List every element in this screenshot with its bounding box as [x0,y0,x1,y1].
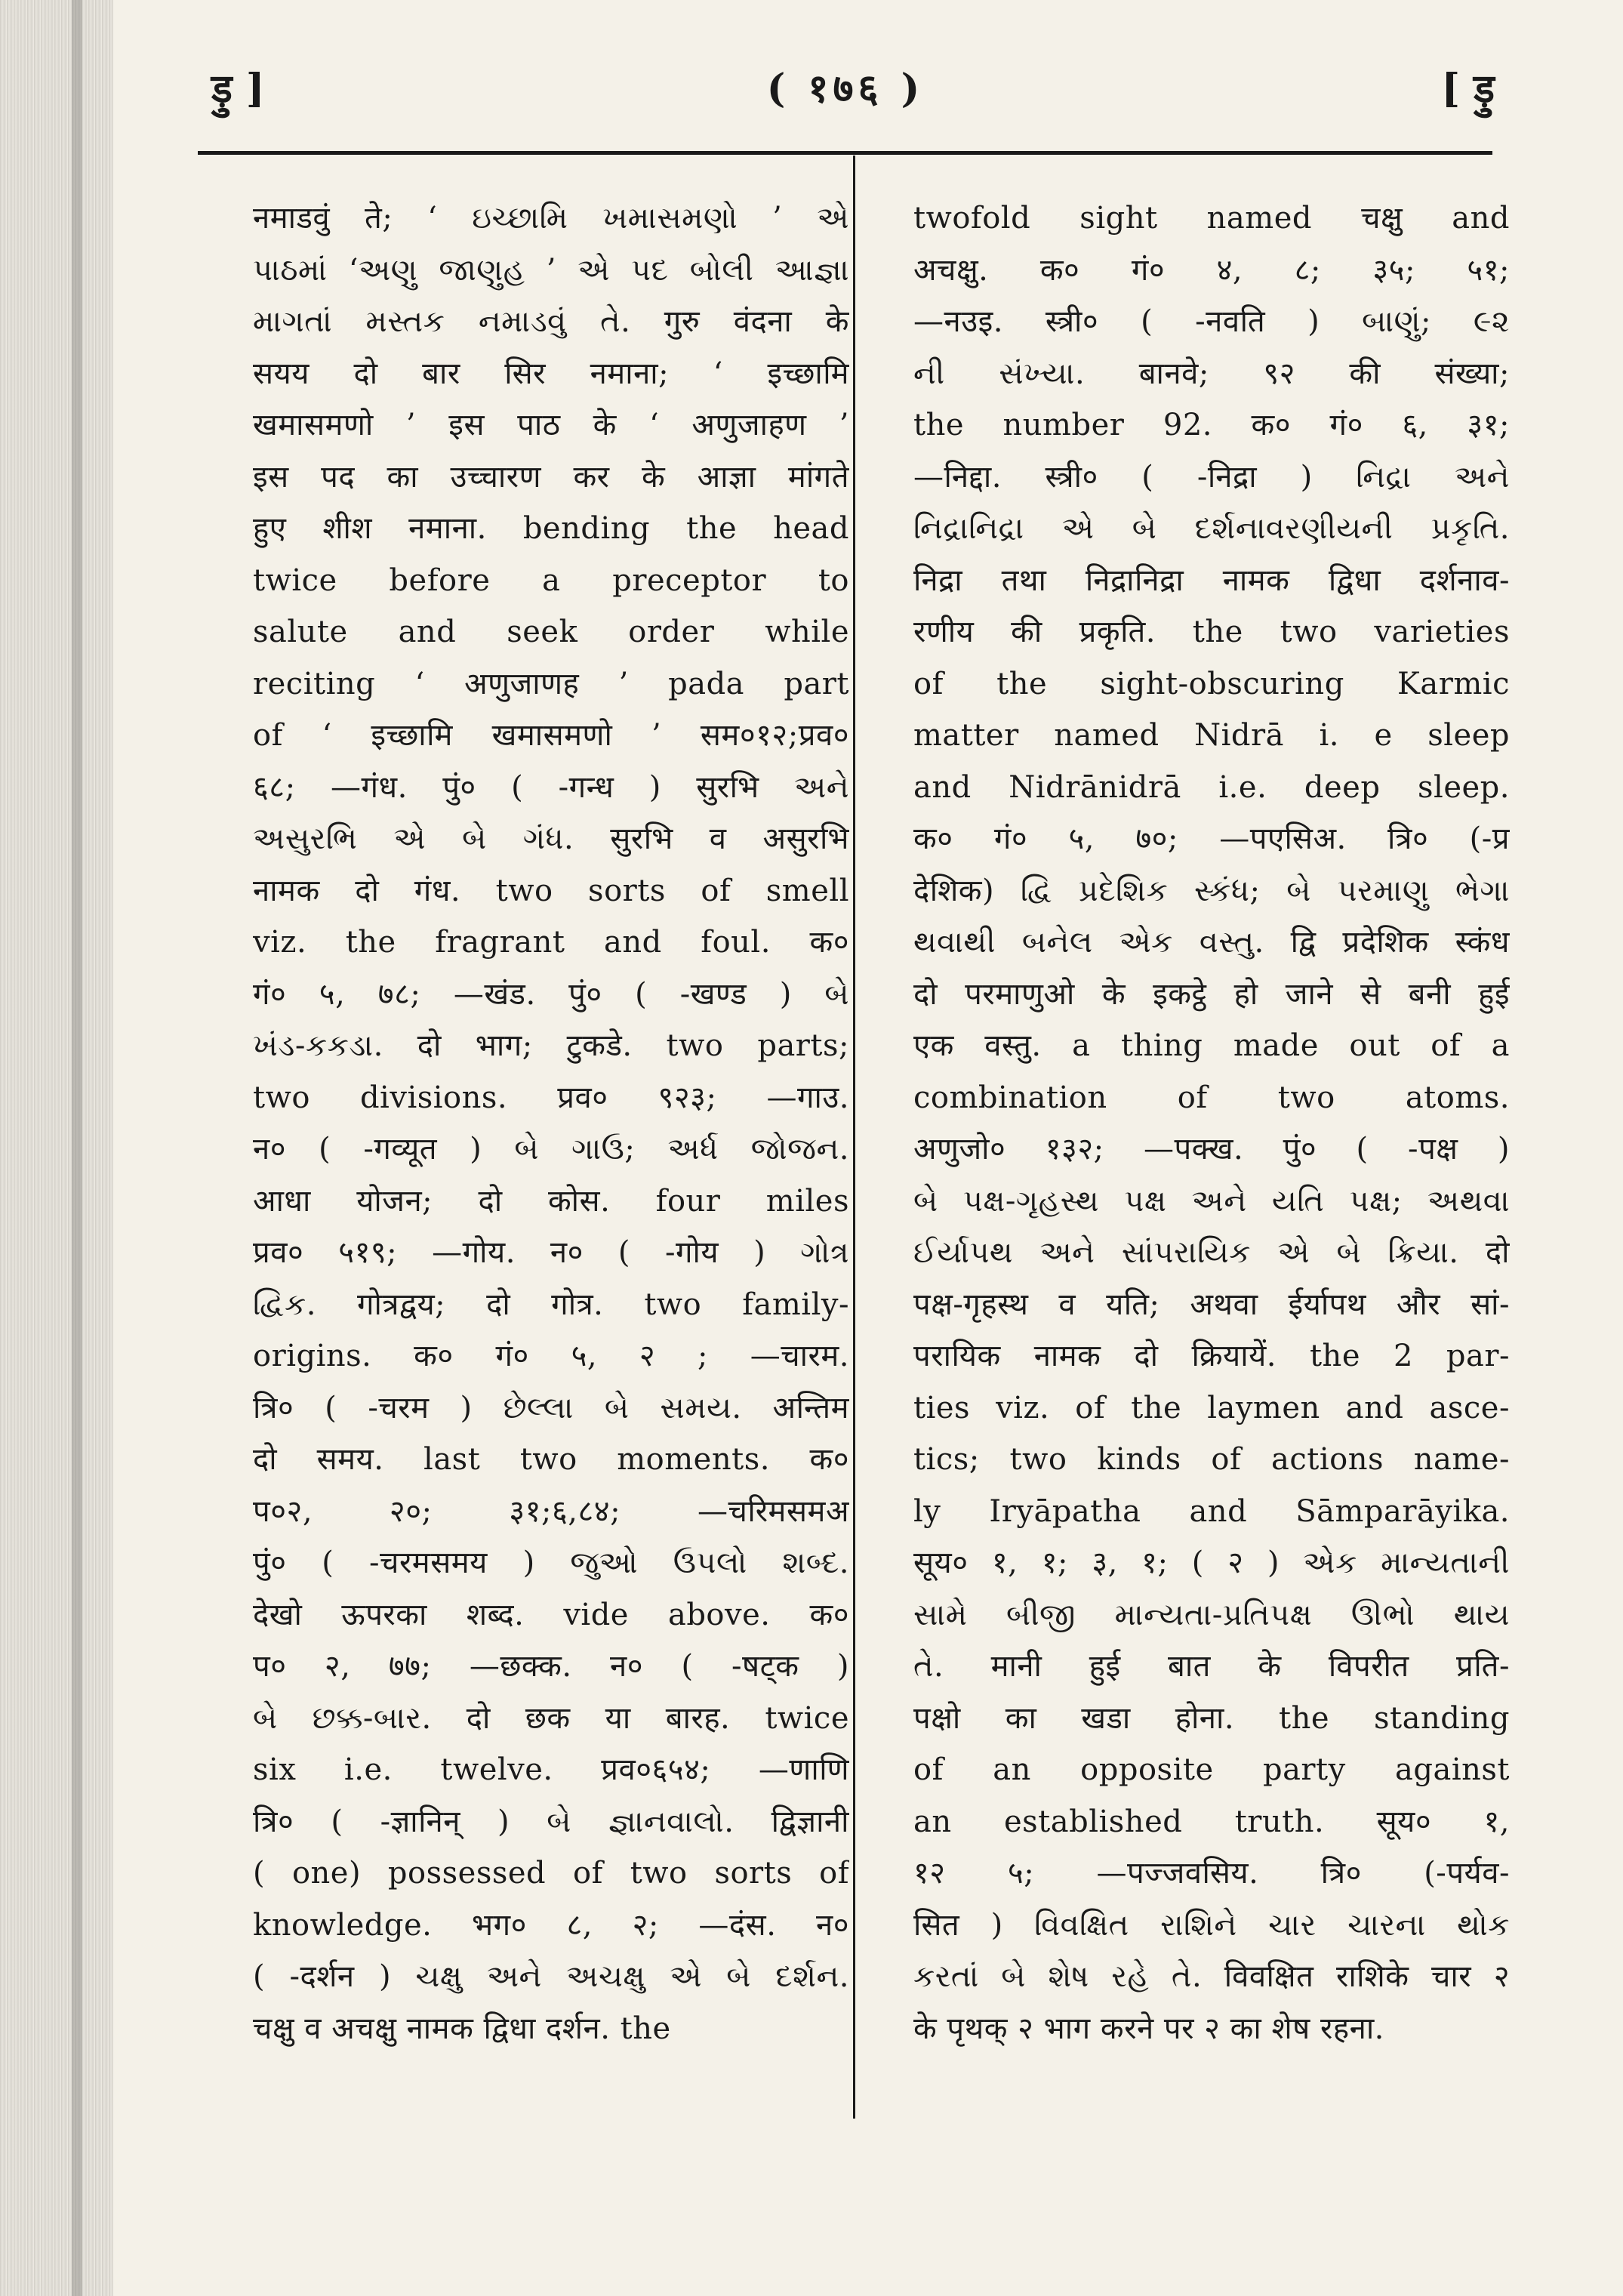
binding-shadow [72,0,82,2296]
text-line: गं० ५, ७८; —खंड. पुं० ( -खण्ड ) બે [253,976,849,1012]
text-line: twice before a preceptor to [253,562,849,598]
text-line: and Nidrānidrā i.e. deep sleep. [913,769,1510,805]
text-line: सूय० १, १; ३, १; ( २ ) એક માન્યતાની [913,1546,1510,1580]
text-line: निद्रा तथा निद्रानिद्रा नामक द्विधा दर्शनाव- [913,562,1510,598]
text-line: —निद्दा. स्त्री० ( -निद्रा ) નિદ્રા અને [913,459,1510,495]
text-line: ties viz. of the laymen and asce- [913,1390,1510,1425]
text-line: tics; two kinds of actions name- [913,1442,1510,1477]
text-line: reciting ‘ अणुजाणह ’ pada part [253,666,849,701]
text-line: તે. मानी हुई बात के विपरीत प्रति- [913,1649,1510,1684]
text-line: of the sight-obscuring Karmic [913,666,1510,701]
text-line: सयय दो बार सिर नमाना; ‘ इच्छामि [253,356,849,391]
text-line: प्रव० ५१९; —गोय. न० ( -गोय ) ગોત્ર [253,1235,849,1270]
text-line: નિદ્રાનિદ્રા એ બે દર્શનાવરણીયની પ્રકૃતિ. [913,511,1510,546]
text-line: क० गं० ५, ७०; —पएसिअ. त्रि० (-प्र [913,821,1510,856]
text-line: of ‘ इच्छामि खमासमणो ’ सम०१२;प्रव० [253,718,849,753]
text-line: viz. the fragrant and foul. क० [253,925,849,960]
right-column [913,193,1510,2054]
text-line: ६८; —गंध. पुं० ( -गन्ध ) सुरभि અને [253,769,849,805]
text-line: ly Iryāpatha and Sāmparāyika. [913,1493,1510,1529]
text-line: ( one) possessed of two sorts of [253,1856,849,1891]
text-line: two divisions. प्रव० ९२३; —गाउ. [253,1080,849,1115]
text-line: matter named Nidrā i. e sleep [913,718,1510,753]
text-line: रणीय की प्रकृति. the two varieties [913,615,1510,649]
text-line: इस पद का उच्चारण कर के आज्ञा मांगते [253,459,849,495]
text-line: પાઠમાં ‘અણુ જાણુહ ’ એ પદ બોલી આજ્ઞા [253,252,849,288]
text-line: knowledge. भग० ८, २; —दंस. न० [253,1907,849,1943]
text-line: ઈર્યાપથ અને સાંપરાયિક એ બે ક્રિયા. दो [913,1235,1510,1270]
text-line: સામે બીજી માન્યતા-પ્રતિપક્ષ ઊભો થાય [913,1597,1510,1632]
text-line: के पृथक् २ भाग करने पर २ का शेष रहना. [913,2011,1384,2046]
text-line: બે છક્ક-બાર. दो छक या बारह. twice [253,1700,849,1736]
text-line: an established truth. सूय० १, [913,1804,1510,1839]
text-line: કરતાં બે શેષ રહે તે. विवक्षित राशिके चार २ [913,1959,1510,1994]
text-line: सित ) વિવક્ષિત રાશિને ચાર ચારના થોક [913,1907,1510,1943]
text-line: six i.e. twelve. प्रव०६५४; —णाणि [253,1752,849,1787]
page-number: ( १७६ ) [766,66,925,112]
text-line: ( -दर्शन ) ચક્ષુ અને અચક્ષુ એ બે દર્શન. [253,1959,849,1994]
text-line: पुं० ( -चरमसमय ) જુઓ ઉપલો શબ્દ. [253,1546,849,1580]
text-line: पक्षो का खडा होना. the standing [913,1700,1510,1736]
text-line: the number 92. क० गं० ६, ३१; [913,408,1510,442]
text-line: અસુરભિ એ બે ગંધ. सुरभि व असुरभि [253,821,849,856]
header-rule [198,151,1492,155]
text-line: प० २, ७७; —छक्क. न० ( -षट्क ) [253,1649,849,1684]
text-line: न० ( -गव्यूत ) બે ગાઉ; અર્ધ જોજન. [253,1132,849,1166]
text-line: થવાથી બનેલ એક વસ્તુ. द्वि प्रदेशिक स्कंध [913,925,1510,960]
text-line: एक वस्तु. a thing made out of a [913,1028,1510,1063]
text-line: —नउइ. स्त्री० ( -नवति ) બાણું; ૯૨ [913,304,1510,339]
text-line: अचक्षु. क० गं० ४, ८; ३५; ५१; [913,252,1510,288]
text-line: दो परमाणुओ के इकट्ठे हो जाने से बनी हुई [913,976,1510,1012]
text-line: માગતાં મસ્તક નમાડવું તે. गुरु वंदना के [253,304,849,339]
text-line: ખંડ-કકડા. दो भाग; टुकडे. two parts; [253,1028,849,1063]
scan-edge [0,0,113,2296]
text-line: दो समय. last two moments. क० [253,1442,849,1477]
column-divider [853,156,855,2119]
text-line: अणुजो० १३२; —पक्ख. पुं० ( -पक्ष ) [913,1132,1510,1166]
text-line: देखो ऊपरका शब्द. vide above. क० [253,1597,849,1632]
text-line: खमासमणो ’ इस पाठ के ‘ अणुजाहण ’ [253,408,849,442]
text-line: combination of two atoms. [913,1080,1510,1115]
text-line: of an opposite party against [913,1752,1510,1787]
text-line: salute and seek order while [253,615,849,649]
header-left-guideword: ड़ु ] [211,66,265,112]
left-column [253,193,849,2054]
text-line: १२ ५; —पज्जवसिय. त्रि० (-पर्यव- [913,1856,1510,1891]
page-header [196,60,1495,121]
text-line: त्रि० ( -ज्ञानिन् ) બે જ્ઞાનવાલો. द्विज्ञानी [253,1804,849,1839]
text-line: परायिक नामक दो क्रियायें. the 2 par- [913,1339,1510,1373]
text-line: देशिक) દ્વિ પ્રદેશિક સ્કંધ; બે પરમાણુ ભેગા [913,873,1510,908]
text-line: origins. क० गं० ५, २ ; —चारम. [253,1339,849,1373]
text-line: twofold sight named चक्षु and [913,201,1510,236]
header-right-guideword: [ ड़ु [1441,66,1495,112]
text-line: हुए शीश नमाना. bending the head [253,511,849,546]
text-line: नामक दो गंध. two sorts of smell [253,873,849,908]
text-line: आधा योजन; दो कोस. four miles [253,1183,849,1219]
text-line: पक्ष-गृहस्थ व यति; अथवा ईर्यापथ और सां- [913,1287,1510,1322]
text-line: त्रि० ( -चरम ) છેલ્લા બે સમય. अन्तिम [253,1390,849,1425]
text-line: ની સંખ્યા. बानवे; ९२ की संख्या; [913,356,1510,391]
text-line: બે પક્ષ-ગૃહસ્થ પક્ષ અને યતિ પક્ષ; અથવા [913,1183,1510,1219]
text-line: नमाडवुं ते; ‘ ઇચ્છામિ ખમાસમણો ’ એ [253,201,849,236]
text-line: प०२, २०; ३१;६,८४; —चरिमसमअ [253,1493,849,1529]
text-line: દ્વિક. गोत्रद्वय; दो गोत्र. two family- [253,1287,849,1322]
text-line: चक्षु व अचक्षु नामक द्विधा दर्शन. the [253,2011,671,2046]
